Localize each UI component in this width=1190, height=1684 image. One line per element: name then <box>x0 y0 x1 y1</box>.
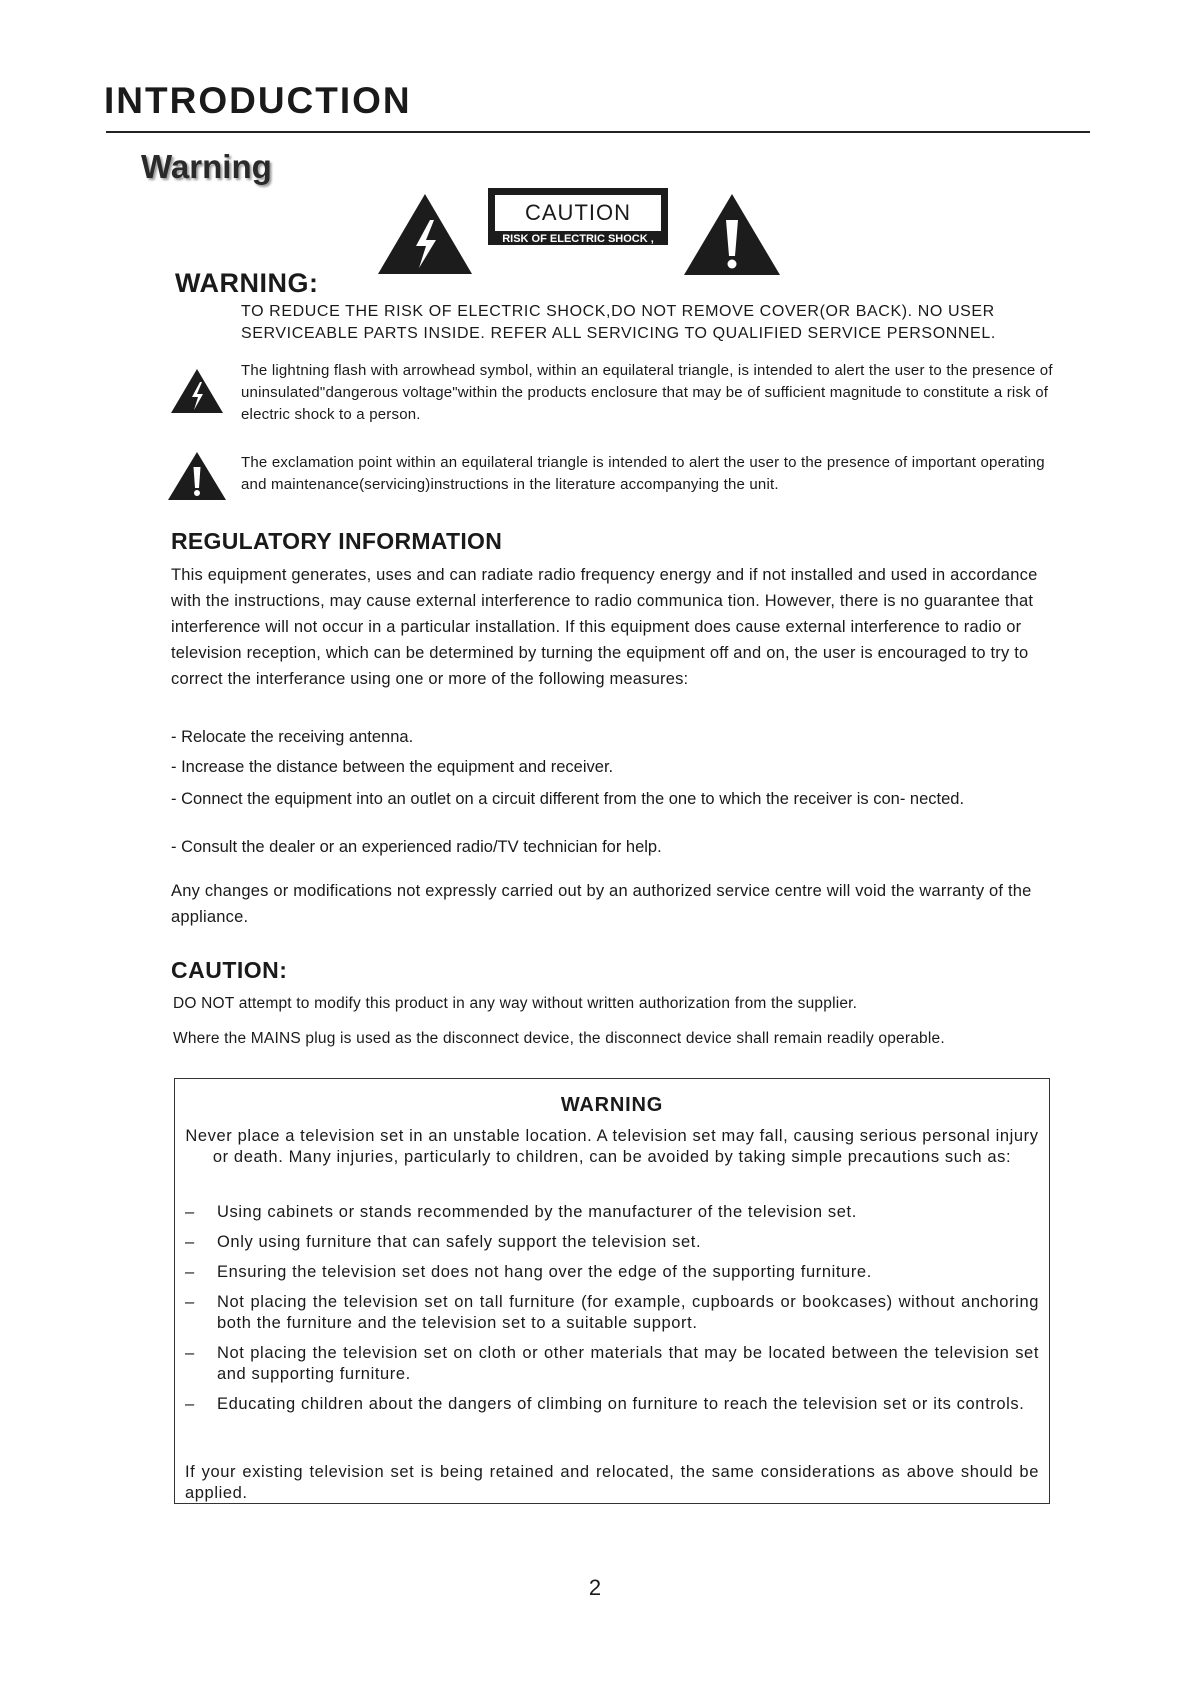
caution-label-title: CAUTION <box>495 195 661 231</box>
page-number: 2 <box>588 1575 602 1600</box>
dash-bullet: – <box>185 1263 195 1281</box>
lightning-symbol-description: The lightning flash with arrowhead symbol, within an equilateral triangle, is intended to alert the user to the presence of uninsulated"dangerous voltage"within the products enclosure that may be of sufficient magnitude to constitute a risk of electric shock to a person. <box>241 362 1053 423</box>
measure-item: - Relocate the receiving antenna. <box>171 728 414 746</box>
precaution-text: Only using furniture that can safely support the television set. <box>217 1233 702 1251</box>
precaution-text: Educating children about the dangers of climbing on furniture to reach the television set or its controls. <box>217 1395 1025 1413</box>
section-heading-warning: Warning <box>141 148 272 185</box>
exclamation-warning-icon <box>682 192 782 277</box>
lightning-warning-icon <box>376 192 474 276</box>
warning-box-intro: Never place a television set in an unstable location. A television set may fall, causing serious personal injury or death. Many injuries, particularly to children, can be avoided by taking simple precautions such as: <box>185 1127 1039 1166</box>
warning-heading: WARNING: <box>175 268 319 298</box>
tv-stability-warning-box <box>174 1078 1050 1504</box>
warning-caps-line2: SERVICEABLE PARTS INSIDE. REFER ALL SERVICING TO QUALIFIED SERVICE PERSONNEL. <box>241 325 996 342</box>
list-item <box>185 1232 1039 1253</box>
dash-bullet: – <box>185 1344 195 1362</box>
precaution-text: Not placing the television set on cloth or other materials that may be located between the television set and supporting furniture. <box>217 1344 1039 1383</box>
measure-item: - Connect the equipment into an outlet on a circuit different from the one to which the receiver is con- nected. <box>171 790 965 808</box>
warning-caps-line1: TO REDUCE THE RISK OF ELECTRIC SHOCK,DO NOT REMOVE COVER(OR BACK). NO USER <box>241 303 995 320</box>
caution-label <box>488 188 668 258</box>
precautions-list <box>185 1202 1039 1424</box>
caution-label-line2: DO NOT OPEN! <box>537 246 619 258</box>
measure-item: - Increase the distance between the equipment and receiver. <box>171 758 614 776</box>
lightning-symbol-icon <box>170 368 224 414</box>
title-divider <box>106 131 1090 133</box>
regulatory-heading: REGULATORY INFORMATION <box>171 528 503 554</box>
list-item <box>185 1394 1039 1415</box>
list-item <box>185 1292 1039 1334</box>
exclamation-symbol-description: The exclamation point within an equilateral triangle is intended to alert the user to the presence of important operating and maintenance(servicing)instructions in the literature accompanying the unit. <box>241 454 1045 493</box>
dash-bullet: – <box>185 1293 195 1311</box>
modifications-notice: Any changes or modifications not expressly carried out by an authorized service centre will void the warranty of the appliance. <box>171 882 1032 926</box>
caution-label-subtext <box>490 233 666 259</box>
warning-caps-text <box>241 301 1041 345</box>
dash-bullet: – <box>185 1395 195 1413</box>
precaution-text: Using cabinets or stands recommended by the manufacturer of the television set. <box>217 1203 857 1221</box>
caution-heading: CAUTION: <box>171 957 288 983</box>
dash-bullet: – <box>185 1203 195 1221</box>
regulatory-paragraph: This equipment generates, uses and can radiate radio frequency energy and if not installed and used in accordance with the instructions, may cause external interference to radio communica tion. However, there is no guarantee that interference will not occur in a particular installation. If this equipment does cause external interference to radio or television reception, which can be determined by turning the equipment off and on, the user is encouraged to try to correct the interferance using one or more of the following measures: <box>171 566 1038 688</box>
page-title: INTRODUCTION <box>104 80 412 121</box>
list-item <box>185 1202 1039 1223</box>
list-item <box>185 1262 1039 1283</box>
measure-item: - Consult the dealer or an experienced radio/TV technician for help. <box>171 838 662 856</box>
dash-bullet: – <box>185 1233 195 1251</box>
caution-mains-text: Where the MAINS plug is used as the disconnect device, the disconnect device shall remain readily operable. <box>173 1030 945 1047</box>
precaution-text: Ensuring the television set does not hang over the edge of the supporting furniture. <box>217 1263 872 1281</box>
warning-box-footer: If your existing television set is being retained and relocated, the same considerations as above should be applied. <box>185 1463 1039 1502</box>
precaution-text: Not placing the television set on tall furniture (for example, cupboards or bookcases) without anchoring both the furniture and the television set to a suitable support. <box>217 1293 1039 1332</box>
warning-box-title: WARNING <box>560 1094 664 1116</box>
exclamation-symbol-icon <box>167 451 227 501</box>
list-item <box>185 1343 1039 1385</box>
caution-label-line1: RISK OF ELECTRIC SHOCK , <box>502 233 654 245</box>
caution-modify-text: DO NOT attempt to modify this product in any way without written authorization from the supplier. <box>173 995 858 1012</box>
